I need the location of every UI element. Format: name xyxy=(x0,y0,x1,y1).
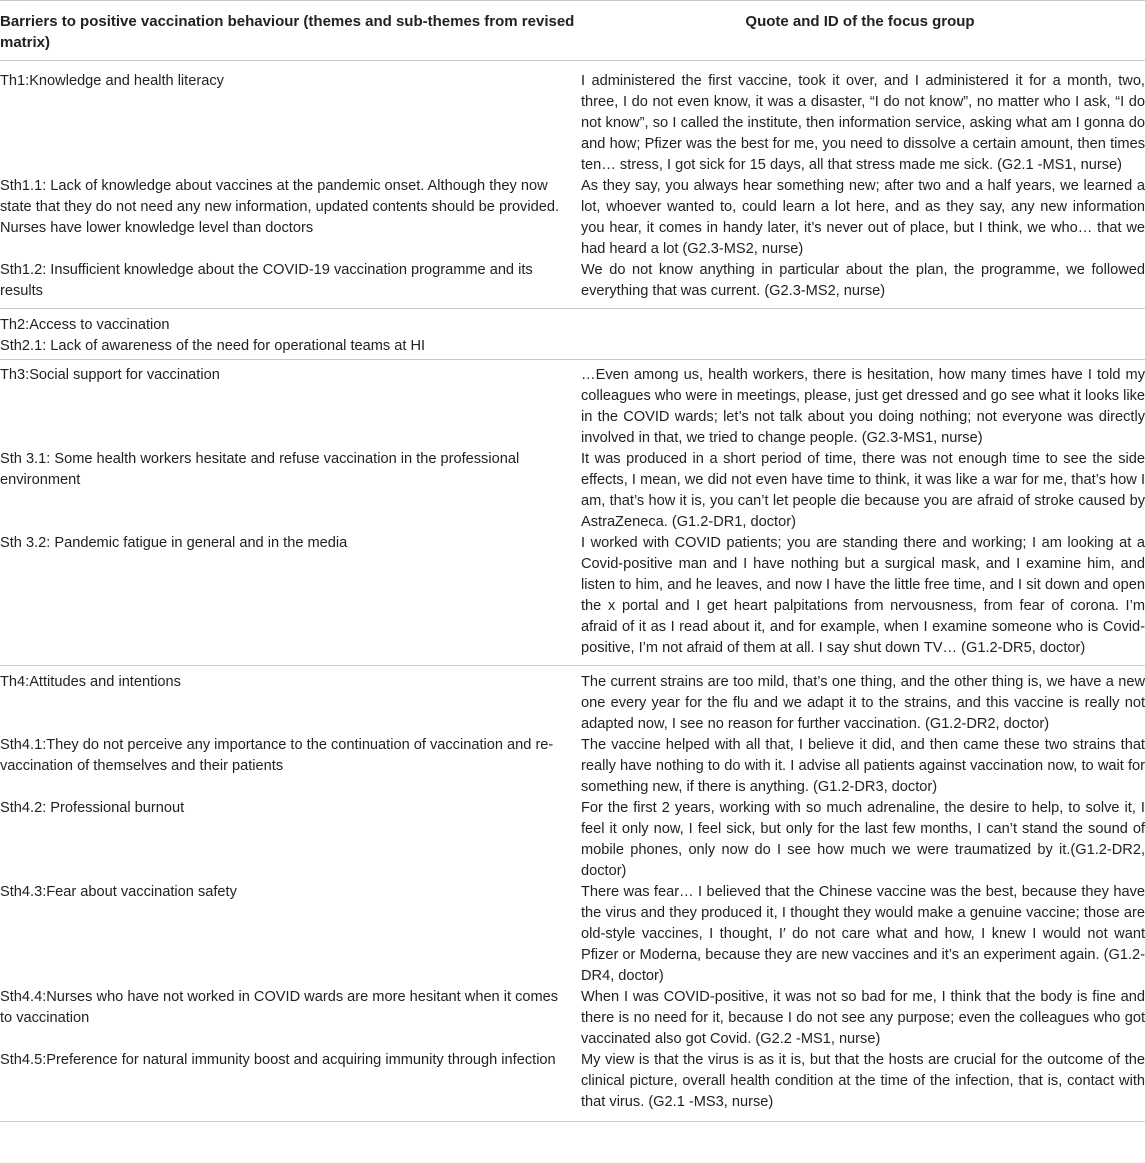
quote-cell: I worked with COVID patients; you are standing there and working; I am looking at a Covid-positive man and I have nothing but a surgical mask, and I examine him, and listen to him, and he leaves, and now I have the little free time, and I sit down and open the x portal and I get heart palpitations from nervousness, from fear of corona. I’m afraid of it as I read about it, and for example, when I examine someone who is Covid-positive, I’m not afraid of them at all. I say shut down TV… (G1.2-DR5, doctor) xyxy=(581,535,1145,656)
quote-cell: We do not know anything in particular about the plan, the programme, we followed everything that was current. (G2.3-MS2, nurse) xyxy=(581,262,1145,299)
theme-cell: Sth4.1:They do not perceive any importance to the continuation of vaccination and re-vaccination of themselves and their patients xyxy=(0,737,554,774)
theme-cell: Sth4.2: Professional burnout xyxy=(0,800,185,816)
quote-cell: When I was COVID-positive, it was not so bad for me, I think that the body is fine and there is no need for it, because I do not see any purpose; even the colleagues who got vaccinated also got Covid. (G2.2 -MS1, nurse) xyxy=(581,989,1145,1047)
theme-cell: Sth1.1: Lack of knowledge about vaccines at the pandemic onset. Although they now state that they do not need any new information, updated contents should be provided. Nurses have lower knowledge level than doctors xyxy=(0,178,560,236)
theme-cell: Th4:Attitudes and intentions xyxy=(0,666,581,736)
quote-cell: There was fear… I believed that the Chinese vaccine was the best, because they have the virus and they produced it, I thought they would make a genuine vaccine; those are old-style vaccines, I thought, I′ do not care what and how, I knew I would not want Pfizer or Moderna, because they are new vaccines and it’s an experiment again. (G1.2-DR4, doctor) xyxy=(581,884,1145,984)
quote-cell: For the first 2 years, working with so much adrenaline, the desire to help, to solve it, I feel it only now, I feel sick, but only for the last few months, I can’t stand the sound of mobile phones, only now do I see how much we were traumatized by it.(G1.2-DR2, doctor) xyxy=(581,800,1145,879)
theme-heading: Th2:Access to vaccination xyxy=(0,317,170,333)
table-row xyxy=(0,987,1145,1050)
theme-cell: Sth4.4:Nurses who have not worked in COVID wards are more hesitant when it comes to vaccination xyxy=(0,989,559,1026)
theme-cell: Th1:Knowledge and health literacy xyxy=(0,61,581,177)
theme-cell: Sth4.3:Fear about vaccination safety xyxy=(0,884,237,900)
table-row xyxy=(0,1050,1145,1122)
header-themes: Barriers to positive vaccination behaviour (themes and sub-themes from revised matrix) xyxy=(0,1,581,61)
table-row xyxy=(0,176,1145,260)
table-row xyxy=(0,360,1145,450)
theme-cell xyxy=(0,309,581,360)
table-row xyxy=(0,260,1145,309)
quote-cell: The vaccine helped with all that, I believe it did, and then came these two strains that really have nothing to do with it. I advise all patients against vaccination now, to wait for something new, if there is anything. (G1.2-DR3, doctor) xyxy=(581,737,1145,795)
theme-cell: Th3:Social support for vaccination xyxy=(0,360,581,450)
table-row xyxy=(0,735,1145,798)
quote-cell: It was produced in a short period of time, there was not enough time to see the side effects, I mean, we did not even have time to think, it was like a war for me, that’s how I am, that’s how it is, you can’t let people die because you are afraid of stroke caused by AstraZeneca. (G1.2-DR1, doctor) xyxy=(581,451,1145,530)
theme-cell: Sth4.5:Preference for natural immunity boost and acquiring immunity through infection xyxy=(0,1050,581,1122)
theme-cell: Sth 3.2: Pandemic fatigue in general and in the media xyxy=(0,535,348,551)
quote-cell: …Even among us, health workers, there is hesitation, how many times have I told my colleagues who were in meetings, please, just get dressed and go see what it looks like in the COVID wards; let’s not talk about you doing nothing; not everyone was directly involved in that, we tried to change people. (G2.3-MS1, nurse) xyxy=(581,360,1145,450)
quote-cell: The current strains are too mild, that’s one thing, and the other thing is, we have a new one every year for the flu and we adapt it to the strains, and this vaccine is really not adapted now, I see no reason for further vaccination. (G1.2-DR2, doctor) xyxy=(581,666,1145,736)
quote-cell: As they say, you always hear something new; after two and a half years, we learned a lot, whoever wanted to, could learn a lot here, and as they say, any new information you hear, it comes in handy later, it’s never out of place, but I think, we who… that we had heard a lot (G2.3-MS2, nurse) xyxy=(581,178,1145,257)
table-row xyxy=(0,798,1145,882)
header-quote: Quote and ID of the focus group xyxy=(581,1,1145,61)
quote-cell xyxy=(581,309,1145,360)
quote-cell: I administered the first vaccine, took it over, and I administered it for a month, two, three, I do not even know, it was a disaster, “I do not know”, no matter who I ask, “I do not know”, so I called the institute, then information service, asking what am I gonna do and how; Pfizer was the best for me, you need to dissolve a certain amount, then times ten… stress, I got sick for 15 days, all that stress made me sick. (G2.1 -MS1, nurse) xyxy=(581,61,1145,177)
table-row xyxy=(0,309,1145,360)
table-row xyxy=(0,666,1145,736)
subtheme-label: Sth2.1: Lack of awareness of the need for operational teams at HI xyxy=(0,338,426,354)
table-row xyxy=(0,61,1145,177)
table-header-row xyxy=(0,1,1145,61)
table-row xyxy=(0,449,1145,533)
theme-cell: Sth 3.1: Some health workers hesitate and refuse vaccination in the professional environment xyxy=(0,451,520,488)
theme-cell: Sth1.2: Insufficient knowledge about the COVID-19 vaccination programme and its results xyxy=(0,262,533,299)
quote-cell: My view is that the virus is as it is, but that the hosts are crucial for the outcome of the clinical picture, overall health condition at the time of the infection, that is, contact with that virus. (G2.1 -MS3, nurse) xyxy=(581,1050,1145,1122)
table-row xyxy=(0,882,1145,987)
table-row xyxy=(0,533,1145,666)
